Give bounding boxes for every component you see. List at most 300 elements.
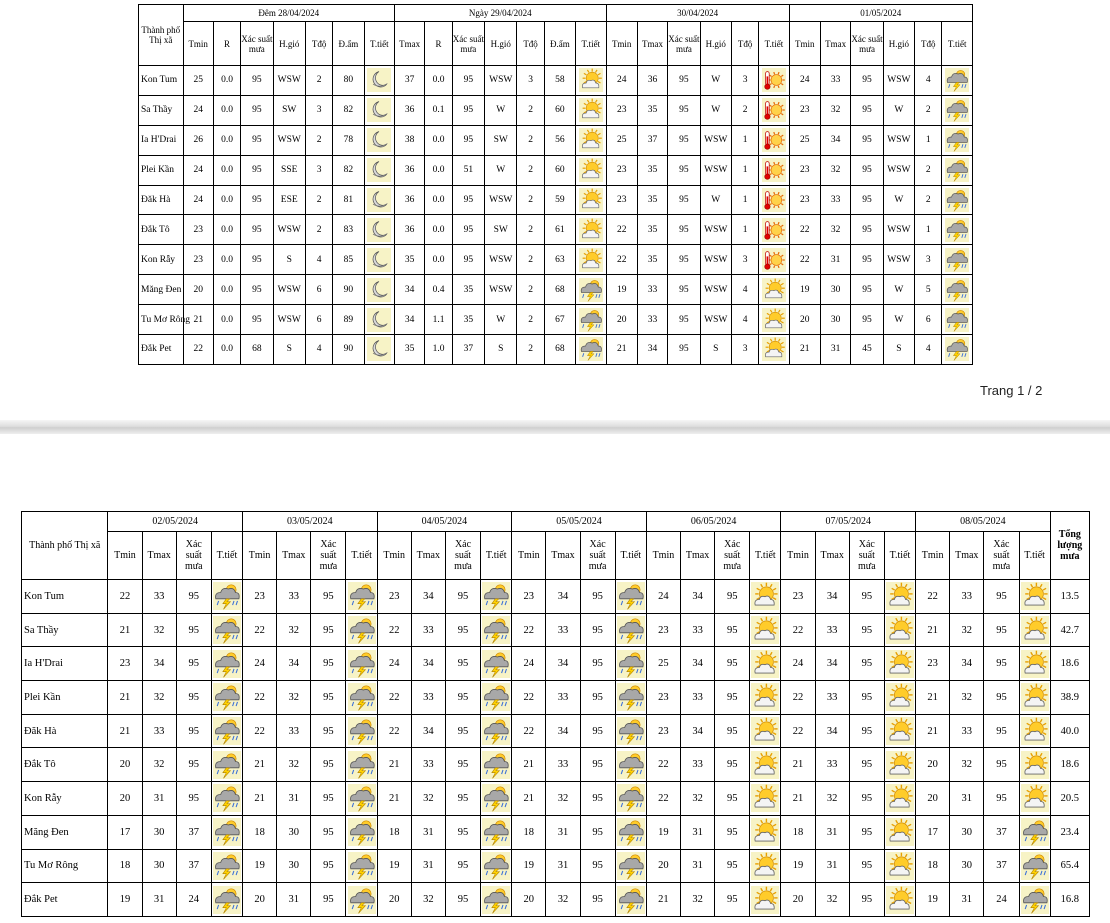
- thermometer-sun-icon: [762, 128, 786, 152]
- sun-cloud-icon: [751, 784, 779, 812]
- sun-cloud-icon: [886, 616, 914, 644]
- value-cell: 23: [781, 580, 815, 614]
- storm-icon: [348, 852, 376, 880]
- sun-cloud-icon: [579, 68, 603, 92]
- value-cell: 22: [377, 613, 411, 647]
- value-cell: 23: [512, 580, 546, 614]
- value-cell: 83: [333, 215, 364, 245]
- value-cell: 95: [241, 95, 273, 125]
- storm-icon: [945, 158, 969, 182]
- weather-icon-cell: [615, 883, 646, 917]
- value-cell: 95: [715, 748, 750, 782]
- value-cell: 34: [546, 647, 580, 681]
- weather-icon-cell: [364, 275, 394, 305]
- weather-icon-cell: [576, 245, 606, 275]
- value-cell: 95: [984, 681, 1019, 715]
- table-row: [139, 95, 973, 125]
- value-cell: 95: [715, 782, 750, 816]
- value-cell: 21: [916, 714, 950, 748]
- value-cell: 36: [637, 66, 667, 96]
- weather-icon-cell: [481, 849, 512, 883]
- value-cell: 32: [950, 748, 984, 782]
- sun-cloud-icon: [1021, 582, 1049, 610]
- weather-icon-cell: [481, 748, 512, 782]
- value-cell: 33: [815, 748, 849, 782]
- value-cell: 95: [715, 714, 750, 748]
- column-header: H.gió: [883, 22, 914, 66]
- value-cell: 95: [452, 125, 484, 155]
- value-cell: 18: [243, 815, 277, 849]
- storm-icon: [482, 650, 510, 678]
- city-column-header: Thành phố Thị xã: [139, 5, 184, 66]
- city-name: Đắk Tô: [139, 215, 184, 245]
- value-cell: W: [485, 155, 517, 185]
- value-cell: 23: [646, 681, 680, 715]
- value-cell: 22: [646, 748, 680, 782]
- value-cell: 1.0: [425, 335, 452, 365]
- value-cell: 95: [851, 275, 883, 305]
- value-cell: 95: [580, 714, 615, 748]
- value-cell: 33: [546, 748, 580, 782]
- total-rain-value: 18.6: [1050, 647, 1089, 681]
- weather-icon-cell: [364, 66, 394, 96]
- value-cell: 20: [646, 849, 680, 883]
- value-cell: 95: [452, 66, 484, 96]
- date-group-header: 03/05/2024: [243, 512, 378, 532]
- storm-icon: [482, 683, 510, 711]
- storm-icon: [617, 683, 645, 711]
- column-header: Tmax: [546, 532, 580, 580]
- column-header: Tmin: [781, 532, 815, 580]
- value-cell: 0.0: [213, 245, 240, 275]
- city-name: Plei Kần: [22, 681, 108, 715]
- value-cell: 34: [680, 714, 714, 748]
- weather-icon-cell: [884, 782, 915, 816]
- value-cell: 33: [637, 305, 667, 335]
- value-cell: 60: [544, 155, 575, 185]
- weather-icon-cell: [750, 815, 781, 849]
- value-cell: 20: [789, 305, 820, 335]
- value-cell: 21: [646, 883, 680, 917]
- value-cell: 0.0: [425, 185, 452, 215]
- column-header: Tmin: [606, 22, 637, 66]
- value-cell: 68: [544, 335, 575, 365]
- value-cell: 33: [680, 613, 714, 647]
- value-cell: 34: [411, 714, 445, 748]
- sun-cloud-icon: [751, 683, 779, 711]
- weather-icon-cell: [346, 647, 377, 681]
- column-header: T.tiết: [884, 532, 915, 580]
- value-cell: 30: [277, 815, 311, 849]
- column-header: T.tiết: [211, 532, 242, 580]
- value-cell: 37: [984, 849, 1019, 883]
- value-cell: WSW: [273, 66, 305, 96]
- column-header: T.tiết: [942, 22, 973, 66]
- value-cell: 95: [984, 748, 1019, 782]
- weather-icon-cell: [759, 95, 789, 125]
- value-cell: 1: [915, 125, 942, 155]
- column-header: T.tiết: [481, 532, 512, 580]
- storm-icon: [945, 278, 969, 302]
- total-rain-value: 65.4: [1050, 849, 1089, 883]
- value-cell: 95: [445, 748, 480, 782]
- value-cell: WSW: [273, 305, 305, 335]
- value-cell: 21: [781, 782, 815, 816]
- value-cell: 19: [377, 849, 411, 883]
- moon-icon: [367, 68, 391, 92]
- value-cell: 95: [580, 748, 615, 782]
- value-cell: 95: [851, 305, 883, 335]
- value-cell: 0.0: [425, 66, 452, 96]
- value-cell: 37: [452, 335, 484, 365]
- value-cell: 2: [517, 335, 544, 365]
- value-cell: 0.0: [425, 125, 452, 155]
- column-header: Tđộ: [517, 22, 544, 66]
- value-cell: 90: [333, 335, 364, 365]
- value-cell: 95: [668, 185, 700, 215]
- value-cell: 34: [950, 647, 984, 681]
- weather-icon-cell: [346, 815, 377, 849]
- weather-icon-cell: [884, 748, 915, 782]
- value-cell: 95: [241, 155, 273, 185]
- sun-cloud-icon: [886, 852, 914, 880]
- weather-icon-cell: [750, 681, 781, 715]
- value-cell: 4: [731, 305, 758, 335]
- value-cell: 37: [395, 66, 425, 96]
- value-cell: 21: [512, 748, 546, 782]
- total-rain-value: 40.0: [1050, 714, 1089, 748]
- weather-icon-cell: [211, 782, 242, 816]
- value-cell: 0.4: [425, 275, 452, 305]
- value-cell: 0.0: [425, 155, 452, 185]
- storm-icon: [348, 886, 376, 914]
- weather-icon-cell: [942, 125, 973, 155]
- city-name: Kon Tum: [139, 66, 184, 96]
- weather-icon-cell: [942, 275, 973, 305]
- weather-icon-cell: [1019, 815, 1050, 849]
- value-cell: 22: [606, 215, 637, 245]
- value-cell: WSW: [273, 275, 305, 305]
- date-group-header: 30/04/2024: [606, 5, 789, 22]
- value-cell: 33: [142, 580, 176, 614]
- value-cell: 95: [241, 275, 273, 305]
- value-cell: 6: [305, 275, 332, 305]
- column-header: Xác suất mưa: [580, 532, 615, 580]
- value-cell: 95: [176, 714, 211, 748]
- value-cell: 32: [411, 782, 445, 816]
- date-group-header: 01/05/2024: [789, 5, 972, 22]
- value-cell: 3: [731, 66, 758, 96]
- column-header: Xác suất mưa: [715, 532, 750, 580]
- weather-icon-cell: [884, 849, 915, 883]
- weather-icon-cell: [750, 849, 781, 883]
- value-cell: 23: [606, 95, 637, 125]
- weather-icon-cell: [346, 782, 377, 816]
- storm-icon: [945, 98, 969, 122]
- sun-cloud-icon: [886, 784, 914, 812]
- total-rain-value: 16.8: [1050, 883, 1089, 917]
- value-cell: 3: [305, 155, 332, 185]
- value-cell: 95: [580, 883, 615, 917]
- weather-icon-cell: [481, 782, 512, 816]
- sun-cloud-icon: [762, 337, 786, 361]
- total-rain-value: 20.5: [1050, 782, 1089, 816]
- value-cell: W: [883, 305, 914, 335]
- total-rain-value: 23.4: [1050, 815, 1089, 849]
- storm-icon: [348, 683, 376, 711]
- value-cell: 95: [715, 613, 750, 647]
- sun-cloud-icon: [1021, 650, 1049, 678]
- city-name: Kon Tum: [22, 580, 108, 614]
- value-cell: W: [883, 275, 914, 305]
- value-cell: 31: [950, 883, 984, 917]
- storm-icon: [945, 128, 969, 152]
- weather-icon-cell: [576, 335, 606, 365]
- city-name: Sa Thầy: [22, 613, 108, 647]
- storm-icon: [482, 852, 510, 880]
- column-header: Đ.ẩm: [333, 22, 364, 66]
- value-cell: 30: [142, 849, 176, 883]
- table-row: [139, 215, 973, 245]
- weather-icon-cell: [615, 782, 646, 816]
- value-cell: 30: [820, 275, 850, 305]
- value-cell: 24: [984, 883, 1019, 917]
- value-cell: 32: [142, 681, 176, 715]
- total-rain-value: 42.7: [1050, 613, 1089, 647]
- thermometer-sun-icon: [762, 158, 786, 182]
- value-cell: 21: [108, 714, 142, 748]
- weather-icon-cell: [615, 647, 646, 681]
- value-cell: 34: [546, 714, 580, 748]
- weather-icon-cell: [942, 155, 973, 185]
- table-row: [139, 305, 973, 335]
- value-cell: 34: [142, 647, 176, 681]
- header-row-groups: [139, 5, 973, 22]
- column-header: Xác suất mưa: [176, 532, 211, 580]
- forecast-table-page-1: [138, 4, 973, 365]
- value-cell: 95: [851, 66, 883, 96]
- value-cell: 35: [395, 245, 425, 275]
- weather-icon-cell: [364, 215, 394, 245]
- value-cell: S: [273, 335, 305, 365]
- value-cell: 63: [544, 245, 575, 275]
- value-cell: 35: [637, 155, 667, 185]
- value-cell: 22: [377, 681, 411, 715]
- weather-icon-cell: [750, 714, 781, 748]
- value-cell: 95: [715, 849, 750, 883]
- weather-icon-cell: [346, 883, 377, 917]
- storm-icon: [579, 308, 603, 332]
- value-cell: 23: [646, 613, 680, 647]
- value-cell: WSW: [700, 125, 731, 155]
- value-cell: 95: [580, 849, 615, 883]
- sun-cloud-icon: [886, 683, 914, 711]
- value-cell: 90: [333, 275, 364, 305]
- value-cell: 31: [411, 815, 445, 849]
- value-cell: 4: [731, 275, 758, 305]
- value-cell: 95: [715, 681, 750, 715]
- header-row-columns: [22, 532, 1090, 580]
- value-cell: 33: [277, 580, 311, 614]
- column-header: H.gió: [700, 22, 731, 66]
- value-cell: 34: [411, 580, 445, 614]
- storm-icon: [348, 818, 376, 846]
- weather-icon-cell: [759, 335, 789, 365]
- value-cell: 95: [668, 95, 700, 125]
- value-cell: 95: [849, 782, 884, 816]
- value-cell: 31: [142, 782, 176, 816]
- value-cell: 26: [183, 125, 213, 155]
- weather-icon-cell: [942, 95, 973, 125]
- value-cell: W: [485, 95, 517, 125]
- sun-cloud-icon: [1021, 683, 1049, 711]
- storm-icon: [482, 582, 510, 610]
- value-cell: 32: [815, 782, 849, 816]
- value-cell: 95: [668, 275, 700, 305]
- value-cell: 22: [243, 714, 277, 748]
- value-cell: 33: [637, 275, 667, 305]
- value-cell: 35: [637, 245, 667, 275]
- value-cell: 95: [445, 681, 480, 715]
- value-cell: 34: [680, 647, 714, 681]
- value-cell: 58: [544, 66, 575, 96]
- weather-icon-cell: [750, 748, 781, 782]
- value-cell: 95: [445, 815, 480, 849]
- storm-icon: [213, 818, 241, 846]
- value-cell: 30: [950, 815, 984, 849]
- value-cell: 82: [333, 155, 364, 185]
- thermometer-sun-icon: [762, 188, 786, 212]
- weather-icon-cell: [1019, 714, 1050, 748]
- value-cell: 81: [333, 185, 364, 215]
- value-cell: 45: [851, 335, 883, 365]
- column-header: H.gió: [273, 22, 305, 66]
- moon-icon: [367, 308, 391, 332]
- value-cell: 95: [668, 305, 700, 335]
- sun-cloud-icon: [886, 751, 914, 779]
- value-cell: 24: [512, 647, 546, 681]
- value-cell: 25: [646, 647, 680, 681]
- value-cell: 32: [142, 748, 176, 782]
- weather-icon-cell: [615, 748, 646, 782]
- value-cell: 3: [915, 245, 942, 275]
- value-cell: 95: [715, 647, 750, 681]
- city-name: Đắk Pet: [22, 883, 108, 917]
- moon-icon: [367, 188, 391, 212]
- table-row: [22, 849, 1090, 883]
- value-cell: 3: [305, 95, 332, 125]
- value-cell: 31: [820, 335, 850, 365]
- value-cell: 0.0: [213, 335, 240, 365]
- weather-icon-cell: [576, 95, 606, 125]
- weather-icon-cell: [750, 782, 781, 816]
- weather-icon-cell: [884, 613, 915, 647]
- weather-icon-cell: [346, 613, 377, 647]
- value-cell: 95: [580, 647, 615, 681]
- storm-icon: [617, 616, 645, 644]
- value-cell: 18: [512, 815, 546, 849]
- date-group-header: 06/05/2024: [646, 512, 781, 532]
- column-header: Tmax: [820, 22, 850, 66]
- value-cell: 95: [580, 815, 615, 849]
- weather-icon-cell: [576, 215, 606, 245]
- weather-icon-cell: [1019, 883, 1050, 917]
- value-cell: 23: [789, 155, 820, 185]
- value-cell: 33: [142, 714, 176, 748]
- storm-icon: [617, 818, 645, 846]
- value-cell: 33: [815, 681, 849, 715]
- thermometer-sun-icon: [762, 98, 786, 122]
- weather-icon-cell: [346, 681, 377, 715]
- date-group-header: 08/05/2024: [916, 512, 1051, 532]
- value-cell: 95: [984, 714, 1019, 748]
- value-cell: 95: [984, 647, 1019, 681]
- value-cell: 21: [243, 782, 277, 816]
- value-cell: 22: [243, 681, 277, 715]
- weather-icon-cell: [1019, 849, 1050, 883]
- date-group-header: Đêm 28/04/2024: [183, 5, 394, 22]
- sun-cloud-icon: [751, 818, 779, 846]
- value-cell: 0.0: [213, 185, 240, 215]
- value-cell: 95: [849, 580, 884, 614]
- value-cell: 21: [916, 613, 950, 647]
- value-cell: 33: [411, 681, 445, 715]
- value-cell: 24: [183, 155, 213, 185]
- date-group-header: 05/05/2024: [512, 512, 647, 532]
- value-cell: 34: [395, 275, 425, 305]
- page-separator: [0, 420, 1110, 434]
- storm-icon: [213, 886, 241, 914]
- value-cell: 95: [452, 245, 484, 275]
- city-name: Đắk Tô: [22, 748, 108, 782]
- value-cell: 32: [680, 782, 714, 816]
- value-cell: WSW: [883, 245, 914, 275]
- table-row: [22, 647, 1090, 681]
- weather-icon-cell: [1019, 681, 1050, 715]
- value-cell: 95: [311, 782, 346, 816]
- weather-icon-cell: [576, 185, 606, 215]
- value-cell: 24: [789, 66, 820, 96]
- value-cell: 95: [445, 580, 480, 614]
- value-cell: 21: [377, 782, 411, 816]
- column-header: Tđộ: [305, 22, 332, 66]
- storm-icon: [213, 650, 241, 678]
- value-cell: 24: [183, 95, 213, 125]
- weather-icon-cell: [211, 748, 242, 782]
- value-cell: 95: [445, 647, 480, 681]
- weather-icon-cell: [759, 66, 789, 96]
- storm-icon: [617, 751, 645, 779]
- sun-cloud-icon: [1021, 616, 1049, 644]
- column-header: Tđộ: [731, 22, 758, 66]
- value-cell: 33: [815, 613, 849, 647]
- value-cell: 34: [815, 580, 849, 614]
- value-cell: 34: [277, 647, 311, 681]
- column-header: Tmax: [411, 532, 445, 580]
- value-cell: 2: [731, 95, 758, 125]
- weather-icon-cell: [1019, 580, 1050, 614]
- weather-icon-cell: [211, 681, 242, 715]
- value-cell: 25: [606, 125, 637, 155]
- value-cell: 36: [395, 185, 425, 215]
- column-header: R: [425, 22, 452, 66]
- value-cell: 21: [512, 782, 546, 816]
- value-cell: 32: [277, 748, 311, 782]
- storm-icon: [213, 683, 241, 711]
- value-cell: 35: [452, 275, 484, 305]
- weather-icon-cell: [750, 883, 781, 917]
- column-header: Tmax: [680, 532, 714, 580]
